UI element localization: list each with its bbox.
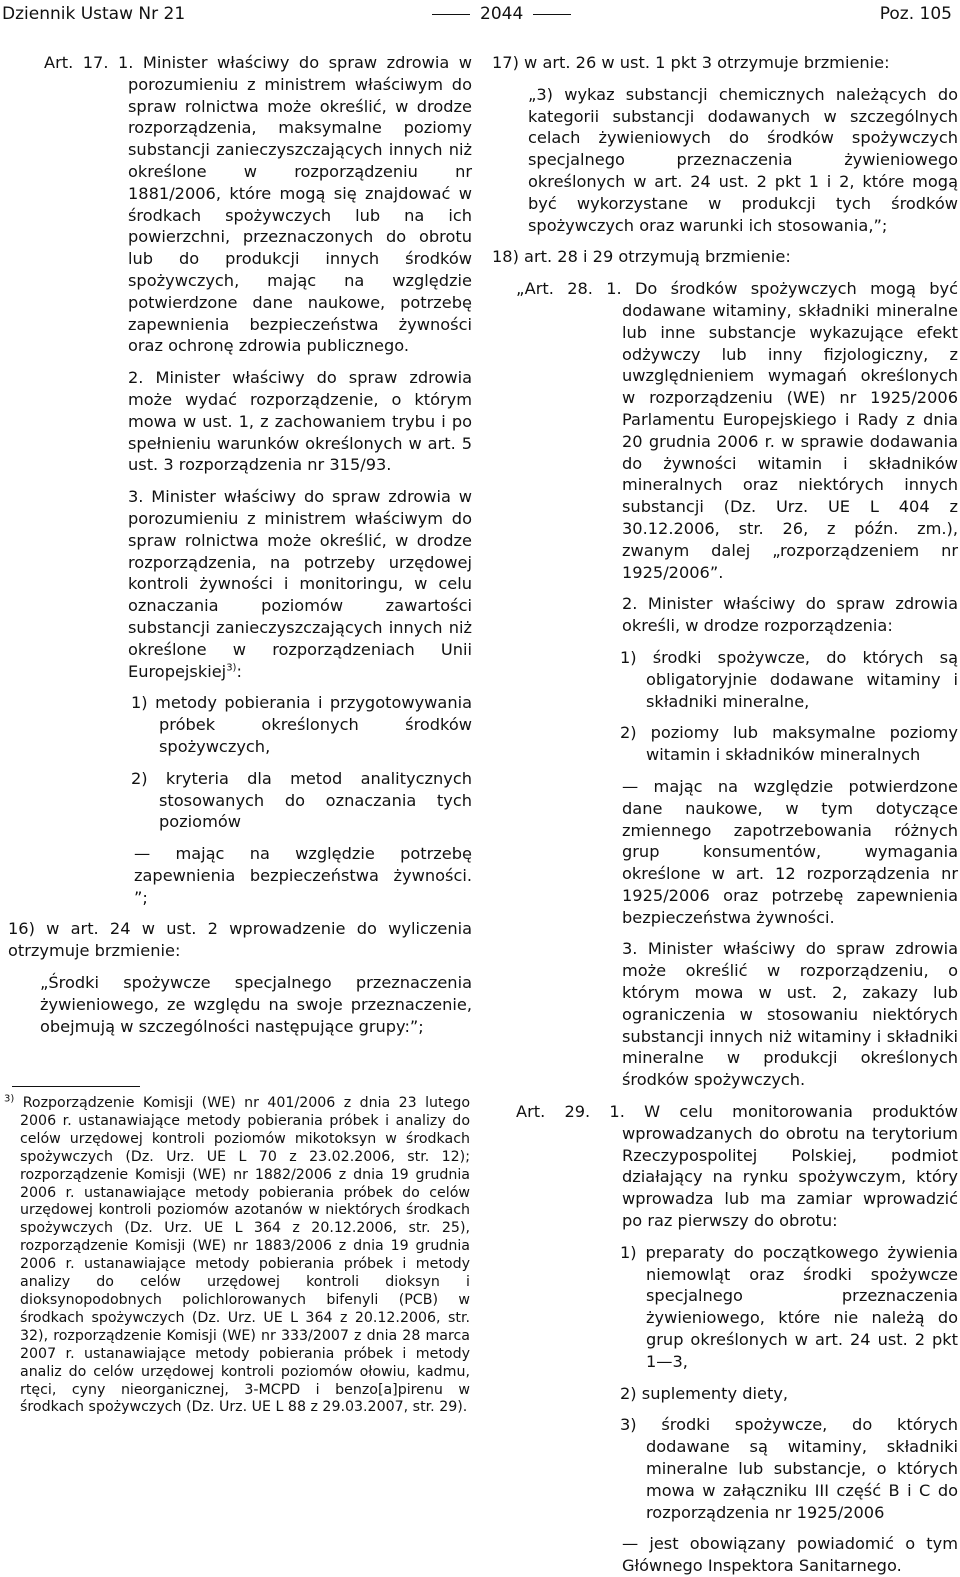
page-number-text: 2044 [480,4,524,24]
left-column [4,52,472,1037]
point-16-quote: „Środki spożywcze specjalnego przeznaczenia żywieniowego, ze względu na swoje przeznaczenie, obejmują w szczególności następujące grupy:”; [40,973,472,1036]
page-number-dash-right [533,14,571,15]
point-18: 18) art. 28 i 29 otrzymują brzmienie: [492,247,791,267]
art29-paragraph-1: Art. 29. 1. W celu monitorowania produktów wprowadzanych do obrotu na terytorium Rzeczypospolitej Polskiej, podmiot działający na rynku spożywczym, który wprowadza lub ma zamiar wprowadzić po raz pierwszy do obrotu: [516,1102,958,1231]
art29-item-1: 1) preparaty do początkowego żywienia niemowląt oraz środki spożywcze specjalnego przeznaczenia żywieniowego, które nie należą do grup określonych w art. 24 ust. 2 pkt 1—3, [620,1242,958,1371]
art29-item-3: 3) środki spożywcze, do których dodawane są witaminy, składniki mineralne lub substancje, o których mowa w załączniku III część B i C do rozporządzenia nr 1925/2006 [620,1415,958,1522]
art17-paragraph-2: 2. Minister właściwy do spraw zdrowia może wydać rozporządzenie, o którym mowa w ust. 1, z zachowaniem trybu i po spełnieniu warunków określonych w art. 5 ust. 3 rozporządzenia nr 315/93. [128,368,472,475]
footnote-marker: 3) [4,1093,15,1105]
art17-paragraph-3 [4,486,472,682]
point-17-quote: „3) wykaz substancji chemicznych należących do kategorii substancji dodawanych w szczególnych celach żywieniowych do środków spożywczych specjalnego przeznaczenia żywieniowego określonych w art. 24 ust. 2 pkt 1 i 2, które mogą być wykorzystane w produkcji tych środków spożywczych oraz warunki ich stosowania,”; [528,84,958,235]
page-number-dash-left [432,14,470,15]
point-16: 16) w art. 24 w ust. 2 wprowadzenie do wyliczenia otrzymuje brzmienie: [8,919,472,961]
art28-closing-dash: — mając na względzie potwierdzone dane naukowe, w tym dotyczące zmiennego zapotrzebowania różnych grup konsumentów, wymagania określone w art. 12 rozporządzenia nr 1925/2006 oraz potrzebę zapewnienia bezpieczeństwa żywności. [622,776,958,927]
page-header [0,0,960,30]
art28-item-2: 2) poziomy lub maksymalne poziomy witamin i składników mineralnych [620,723,958,765]
art17-item-2: 2) kryteria dla metod analitycznych stosowanych do oznaczania tych poziomów [131,768,472,832]
page-number [422,4,581,24]
art17-paragraph-1: Art. 17. 1. Minister właściwy do spraw zdrowia w porozumieniu z ministrem właściwym do spraw rolnictwa może określić, w drodze rozporządzenia, maksymalne poziomy substancji zanieczyszczających innych niż określone w rozporządzeniu nr 1881/2006, które mogą się znajdować w środkach spożywczych lub na ich powierzchni, przeznaczonych do obrotu lub do produkcji innych środków spożywczych, mając na względzie potwierdzone dane naukowe, potrzebę zapewnienia bezpieczeństwa żywności oraz ochronę zdrowia publicznego. [44,53,472,356]
art29-item-2: 2) suplementy diety, [620,1383,789,1403]
footnote [4,1095,470,1417]
art28-paragraph-2: 2. Minister właściwy do spraw zdrowia określi, w drodze rozporządzenia: [622,594,958,636]
art17-paragraph-3-colon: : [236,661,242,681]
art28-item-1: 1) środki spożywcze, do których są obligatoryjnie dodawane witaminy i składniki mineralne, [620,647,958,711]
art17-closing-dash: — mając na względzie potrzebę zapewnienia bezpieczeństwa żywności. ”; [134,844,472,907]
footnote-3 [4,1095,470,1417]
art29-closing-dash: — jest obowiązany powiadomić o tym Głównego Inspektora Sanitarnego. [622,1534,958,1576]
art28-paragraph-3: 3. Minister właściwy do spraw zdrowia może określić w rozporządzeniu, o którym mowa w ust. 2, zakazy lub ograniczenia w stosowaniu niektórych substancji innych niż witaminy i składniki mineralne w produkcji określonych środków spożywczych. [622,939,958,1090]
position-number: Poz. 105 [879,4,952,24]
right-column [492,52,958,1577]
journal-title: Dziennik Ustaw Nr 21 [2,4,186,24]
art17-paragraph-3-text: 3. Minister właściwy do spraw zdrowia w porozumieniu z ministrem właściwym do spraw rolnictwa może określić, w drodze rozporządzenia, na potrzeby urzędowej kontroli żywności i monitoringu, w celu oznaczania poziomów zawartości substancji zanieczyszczających innych niż określone w rozporządzeniach Unii Europejskiej [128,487,472,681]
art17-item-1: 1) metody pobierania i przygotowywania próbek określonych środków spożywczych, [131,693,472,756]
footnote-text: Rozporządzenie Komisji (WE) nr 401/2006 z dnia 23 lutego 2006 r. ustanawiające metody pobierania próbek i analizy do celów urzędowej kontroli poziomów mikotoksyn w środkach spożywczych (Dz. Urz. UE L 70 z 23.02.2006, str. 12); rozporządzenie Komisji (WE) nr 1882/2006 z dnia 19 grudnia 2006 r. ustanawiające metody pobierania próbek do celów urzędowej kontroli poziomów azotanów w niektórych środkach spożywczych (Dz. Urz. UE L 364 z 20.12.2006, str. 25), rozporządzenie Komisji (WE) nr 1883/2006 z dnia 19 grudnia 2006 r. ustanawiające metody pobierania próbek i metody analizy do celów urzędowej kontroli dioksyn i dioksynopodobnych polichlorowanych bifenyli (PCB) w środkach spożywczych (Dz. Urz. UE L 364 z 20.12.2006, str. 32), rozporządzenie Komisji (WE) nr 333/2007 z dnia 28 marca 2007 r. ustanawiające metody pobierania próbek i metody analiz do celów urzędowej kontroli poziomów ołowiu, kadmu, rtęci, cyny nieorganicznej, 3-MCPD i benzo[a]pirenu w środkach spożywczych (Dz. Urz. UE L 88 z 29.03.2007, str. 29). [20,1095,471,1416]
art28-paragraph-1: „Art. 28. 1. Do środków spożywczych mogą być dodawane witaminy, składniki mineralne lub inne substancje wykazujące efekt odżywczy lub inny fizjologiczny, z uwzględnieniem wymagań określonych w rozporządzeniu (WE) nr 1925/2006 Parlamentu Europejskiego i Rady z dnia 20 grudnia 2006 r. w sprawie dodawania do żywności witamin i składników mineralnych oraz niektórych innych substancji (Dz. Urz. UE L 404 z 30.12.2006, str. 26, z późn. zm.), zwanym dalej „rozporządzeniem nr 1925/2006”. [516,279,958,582]
footnote-ref: 3) [226,662,237,674]
footnote-separator [12,1086,140,1087]
point-17: 17) w art. 26 w ust. 1 pkt 3 otrzymuje brzmienie: [492,53,890,72]
